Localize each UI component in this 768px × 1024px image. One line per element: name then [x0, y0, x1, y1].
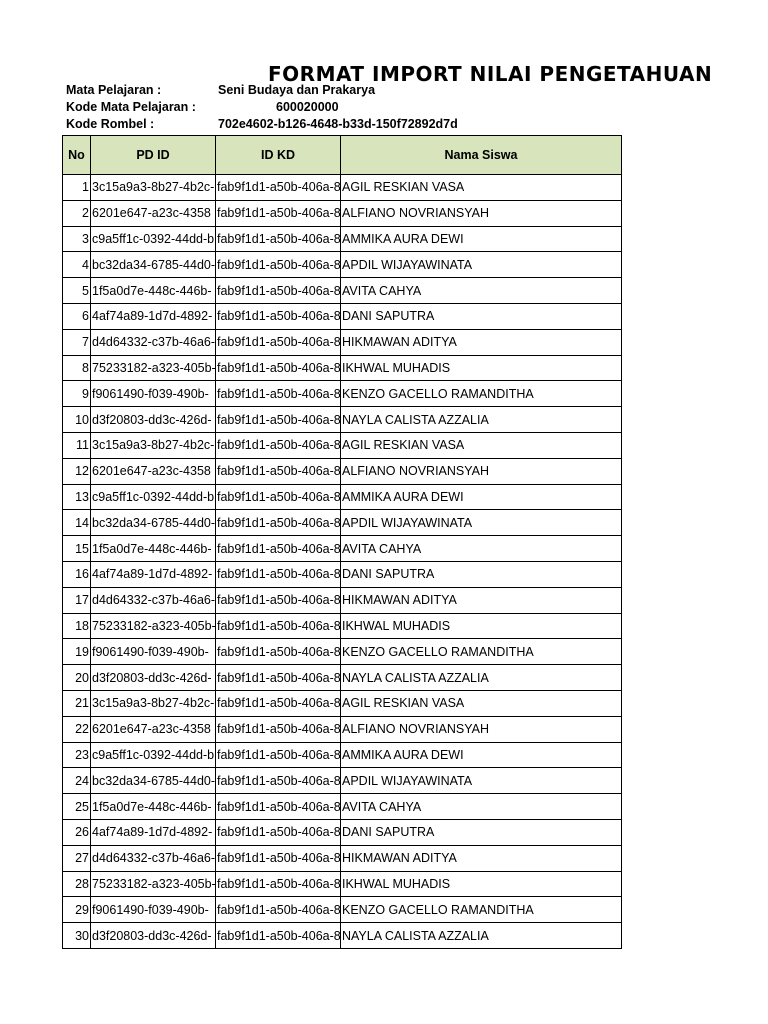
cell-pd-id[interactable]: 4af74a89-1d7d-4892-	[91, 561, 216, 587]
kode-mapel-label: Kode Mata Pelajaran :	[66, 100, 196, 114]
cell-pd-id[interactable]: c9a5ff1c-0392-44dd-b	[91, 226, 216, 252]
cell-no[interactable]: 22	[63, 716, 91, 742]
cell-pd-id[interactable]: 75233182-a323-405b-	[91, 355, 216, 381]
table-row	[63, 278, 622, 304]
cell-nama-siswa[interactable]: APDIL WIJAYAWINATA	[341, 510, 622, 536]
cell-pd-id[interactable]: 1f5a0d7e-448c-446b-	[91, 794, 216, 820]
cell-no[interactable]: 1	[63, 175, 91, 201]
table-row	[63, 819, 622, 845]
cell-no[interactable]: 15	[63, 536, 91, 562]
header-nama-siswa[interactable]: Nama Siswa	[341, 136, 622, 175]
cell-nama-siswa[interactable]: NAYLA CALISTA AZZALIA	[341, 407, 622, 433]
table-row	[63, 871, 622, 897]
cell-id-kd[interactable]: fab9f1d1-a50b-406a-8	[216, 278, 341, 304]
cell-pd-id[interactable]: 75233182-a323-405b-	[91, 871, 216, 897]
table-row	[63, 536, 622, 562]
table-row	[63, 845, 622, 871]
grade-import-table	[62, 135, 622, 949]
cell-id-kd[interactable]: fab9f1d1-a50b-406a-8	[216, 226, 341, 252]
cell-nama-siswa[interactable]: AMMIKA AURA DEWI	[341, 742, 622, 768]
cell-no[interactable]: 17	[63, 587, 91, 613]
cell-no[interactable]: 28	[63, 871, 91, 897]
cell-nama-siswa[interactable]: AGIL RESKIAN VASA	[341, 175, 622, 201]
cell-pd-id[interactable]: f9061490-f039-490b-	[91, 897, 216, 923]
cell-id-kd[interactable]: fab9f1d1-a50b-406a-8	[216, 742, 341, 768]
cell-no[interactable]: 20	[63, 665, 91, 691]
cell-nama-siswa[interactable]: AGIL RESKIAN VASA	[341, 432, 622, 458]
cell-nama-siswa[interactable]: HIKMAWAN ADITYA	[341, 845, 622, 871]
cell-id-kd[interactable]: fab9f1d1-a50b-406a-8	[216, 923, 341, 949]
cell-id-kd[interactable]: fab9f1d1-a50b-406a-8	[216, 561, 341, 587]
cell-nama-siswa[interactable]: DANI SAPUTRA	[341, 819, 622, 845]
cell-pd-id[interactable]: d3f20803-dd3c-426d-	[91, 665, 216, 691]
cell-pd-id[interactable]: bc32da34-6785-44d0-	[91, 768, 216, 794]
cell-no[interactable]: 16	[63, 561, 91, 587]
cell-pd-id[interactable]: 1f5a0d7e-448c-446b-	[91, 278, 216, 304]
cell-nama-siswa[interactable]: DANI SAPUTRA	[341, 561, 622, 587]
table-header-row	[63, 136, 622, 175]
cell-pd-id[interactable]: c9a5ff1c-0392-44dd-b	[91, 742, 216, 768]
page-title	[268, 58, 713, 86]
table-row	[63, 690, 622, 716]
cell-nama-siswa[interactable]: IKHWAL MUHADIS	[341, 613, 622, 639]
cell-id-kd[interactable]: fab9f1d1-a50b-406a-8	[216, 845, 341, 871]
cell-pd-id[interactable]: f9061490-f039-490b-	[91, 381, 216, 407]
cell-nama-siswa[interactable]: APDIL WIJAYAWINATA	[341, 252, 622, 278]
cell-pd-id[interactable]: 3c15a9a3-8b27-4b2c-	[91, 175, 216, 201]
cell-id-kd[interactable]: fab9f1d1-a50b-406a-8	[216, 355, 341, 381]
cell-id-kd[interactable]: fab9f1d1-a50b-406a-8	[216, 897, 341, 923]
cell-nama-siswa[interactable]: NAYLA CALISTA AZZALIA	[341, 923, 622, 949]
cell-pd-id[interactable]: f9061490-f039-490b-	[91, 639, 216, 665]
cell-id-kd[interactable]: fab9f1d1-a50b-406a-8	[216, 175, 341, 201]
cell-no[interactable]: 23	[63, 742, 91, 768]
table-row	[63, 923, 622, 949]
cell-no[interactable]: 8	[63, 355, 91, 381]
cell-no[interactable]: 14	[63, 510, 91, 536]
cell-id-kd[interactable]: fab9f1d1-a50b-406a-8	[216, 716, 341, 742]
table-row	[63, 897, 622, 923]
table-row	[63, 794, 622, 820]
cell-id-kd[interactable]: fab9f1d1-a50b-406a-8	[216, 819, 341, 845]
cell-nama-siswa[interactable]: DANI SAPUTRA	[341, 303, 622, 329]
cell-id-kd[interactable]: fab9f1d1-a50b-406a-8	[216, 200, 341, 226]
cell-id-kd[interactable]: fab9f1d1-a50b-406a-8	[216, 432, 341, 458]
cell-pd-id[interactable]: 6201e647-a23c-4358	[91, 458, 216, 484]
cell-nama-siswa[interactable]: IKHWAL MUHADIS	[341, 871, 622, 897]
cell-no[interactable]: 11	[63, 432, 91, 458]
cell-nama-siswa[interactable]: KENZO GACELLO RAMANDITHA	[341, 381, 622, 407]
cell-nama-siswa[interactable]: AGIL RESKIAN VASA	[341, 690, 622, 716]
table-row	[63, 355, 622, 381]
cell-no[interactable]: 13	[63, 484, 91, 510]
cell-no[interactable]: 10	[63, 407, 91, 433]
mata-pelajaran-value: Seni Budaya dan Prakarya	[218, 83, 376, 97]
cell-pd-id[interactable]: 3c15a9a3-8b27-4b2c-	[91, 432, 216, 458]
table-row	[63, 716, 622, 742]
table-row	[63, 303, 622, 329]
cell-no[interactable]: 9	[63, 381, 91, 407]
cell-id-kd[interactable]: fab9f1d1-a50b-406a-8	[216, 252, 341, 278]
cell-id-kd[interactable]: fab9f1d1-a50b-406a-8	[216, 536, 341, 562]
table-row	[63, 329, 622, 355]
table-row	[63, 587, 622, 613]
cell-nama-siswa[interactable]: ALFIANO NOVRIANSYAH	[341, 200, 622, 226]
page-title-text: FORMAT IMPORT NILAI PENGETAHUAN	[268, 62, 713, 86]
kode-rombel-value: 702e4602-b126-4648-b33d-150f72892d7d	[218, 117, 458, 131]
cell-nama-siswa[interactable]: AMMIKA AURA DEWI	[341, 226, 622, 252]
cell-no[interactable]: 18	[63, 613, 91, 639]
table-row	[63, 510, 622, 536]
cell-pd-id[interactable]: 3c15a9a3-8b27-4b2c-	[91, 690, 216, 716]
cell-id-kd[interactable]: fab9f1d1-a50b-406a-8	[216, 665, 341, 691]
table-row	[63, 200, 622, 226]
table-row	[63, 639, 622, 665]
cell-no[interactable]: 4	[63, 252, 91, 278]
header-no[interactable]: No	[63, 136, 91, 175]
cell-no[interactable]: 12	[63, 458, 91, 484]
cell-nama-siswa[interactable]: HIKMAWAN ADITYA	[341, 329, 622, 355]
cell-id-kd[interactable]: fab9f1d1-a50b-406a-8	[216, 381, 341, 407]
kode-mapel-value: 600020000	[276, 100, 339, 114]
cell-no[interactable]: 27	[63, 845, 91, 871]
table-row	[63, 432, 622, 458]
cell-no[interactable]: 24	[63, 768, 91, 794]
cell-no[interactable]: 19	[63, 639, 91, 665]
cell-nama-siswa[interactable]: KENZO GACELLO RAMANDITHA	[341, 639, 622, 665]
cell-no[interactable]: 21	[63, 690, 91, 716]
header-pd-id[interactable]: PD ID	[91, 136, 216, 175]
cell-id-kd[interactable]: fab9f1d1-a50b-406a-8	[216, 690, 341, 716]
cell-pd-id[interactable]: 6201e647-a23c-4358	[91, 716, 216, 742]
cell-pd-id[interactable]: 4af74a89-1d7d-4892-	[91, 303, 216, 329]
cell-pd-id[interactable]: 4af74a89-1d7d-4892-	[91, 819, 216, 845]
cell-nama-siswa[interactable]: NAYLA CALISTA AZZALIA	[341, 665, 622, 691]
table-row	[63, 768, 622, 794]
cell-pd-id[interactable]: 6201e647-a23c-4358	[91, 200, 216, 226]
cell-pd-id[interactable]: 75233182-a323-405b-	[91, 613, 216, 639]
cell-id-kd[interactable]: fab9f1d1-a50b-406a-8	[216, 484, 341, 510]
table-row	[63, 407, 622, 433]
cell-id-kd[interactable]: fab9f1d1-a50b-406a-8	[216, 871, 341, 897]
table-row	[63, 226, 622, 252]
table-row	[63, 175, 622, 201]
cell-nama-siswa[interactable]: AVITA CAHYA	[341, 278, 622, 304]
cell-pd-id[interactable]: bc32da34-6785-44d0-	[91, 510, 216, 536]
table-row	[63, 613, 622, 639]
cell-pd-id[interactable]: d4d64332-c37b-46a6-	[91, 329, 216, 355]
cell-nama-siswa[interactable]: KENZO GACELLO RAMANDITHA	[341, 897, 622, 923]
cell-nama-siswa[interactable]: ALFIANO NOVRIANSYAH	[341, 716, 622, 742]
cell-pd-id[interactable]: 1f5a0d7e-448c-446b-	[91, 536, 216, 562]
cell-pd-id[interactable]: d4d64332-c37b-46a6-	[91, 845, 216, 871]
table-row	[63, 742, 622, 768]
cell-id-kd[interactable]: fab9f1d1-a50b-406a-8	[216, 407, 341, 433]
cell-id-kd[interactable]: fab9f1d1-a50b-406a-8	[216, 510, 341, 536]
kode-rombel-label: Kode Rombel :	[66, 117, 155, 131]
cell-pd-id[interactable]: bc32da34-6785-44d0-	[91, 252, 216, 278]
cell-no[interactable]: 2	[63, 200, 91, 226]
table-row	[63, 252, 622, 278]
table-row	[63, 561, 622, 587]
cell-no[interactable]: 29	[63, 897, 91, 923]
cell-id-kd[interactable]: fab9f1d1-a50b-406a-8	[216, 794, 341, 820]
cell-nama-siswa[interactable]: APDIL WIJAYAWINATA	[341, 768, 622, 794]
cell-pd-id[interactable]: c9a5ff1c-0392-44dd-b	[91, 484, 216, 510]
cell-nama-siswa[interactable]: ALFIANO NOVRIANSYAH	[341, 458, 622, 484]
cell-id-kd[interactable]: fab9f1d1-a50b-406a-8	[216, 458, 341, 484]
cell-no[interactable]: 3	[63, 226, 91, 252]
cell-nama-siswa[interactable]: HIKMAWAN ADITYA	[341, 587, 622, 613]
table-row	[63, 458, 622, 484]
cell-nama-siswa[interactable]: AVITA CAHYA	[341, 536, 622, 562]
cell-no[interactable]: 26	[63, 819, 91, 845]
cell-nama-siswa[interactable]: AMMIKA AURA DEWI	[341, 484, 622, 510]
cell-id-kd[interactable]: fab9f1d1-a50b-406a-8	[216, 768, 341, 794]
cell-pd-id[interactable]: d4d64332-c37b-46a6-	[91, 587, 216, 613]
cell-id-kd[interactable]: fab9f1d1-a50b-406a-8	[216, 329, 341, 355]
cell-id-kd[interactable]: fab9f1d1-a50b-406a-8	[216, 587, 341, 613]
cell-id-kd[interactable]: fab9f1d1-a50b-406a-8	[216, 303, 341, 329]
table-row	[63, 665, 622, 691]
mata-pelajaran-label: Mata Pelajaran :	[66, 83, 162, 97]
cell-no[interactable]: 5	[63, 278, 91, 304]
cell-pd-id[interactable]: d3f20803-dd3c-426d-	[91, 923, 216, 949]
table-body	[63, 175, 622, 949]
header-id-kd[interactable]: ID KD	[216, 136, 341, 175]
cell-no[interactable]: 30	[63, 923, 91, 949]
cell-id-kd[interactable]: fab9f1d1-a50b-406a-8	[216, 613, 341, 639]
table-row	[63, 484, 622, 510]
cell-pd-id[interactable]: d3f20803-dd3c-426d-	[91, 407, 216, 433]
cell-nama-siswa[interactable]: AVITA CAHYA	[341, 794, 622, 820]
cell-id-kd[interactable]: fab9f1d1-a50b-406a-8	[216, 639, 341, 665]
cell-no[interactable]: 25	[63, 794, 91, 820]
cell-no[interactable]: 6	[63, 303, 91, 329]
cell-nama-siswa[interactable]: IKHWAL MUHADIS	[341, 355, 622, 381]
cell-no[interactable]: 7	[63, 329, 91, 355]
table-row	[63, 381, 622, 407]
